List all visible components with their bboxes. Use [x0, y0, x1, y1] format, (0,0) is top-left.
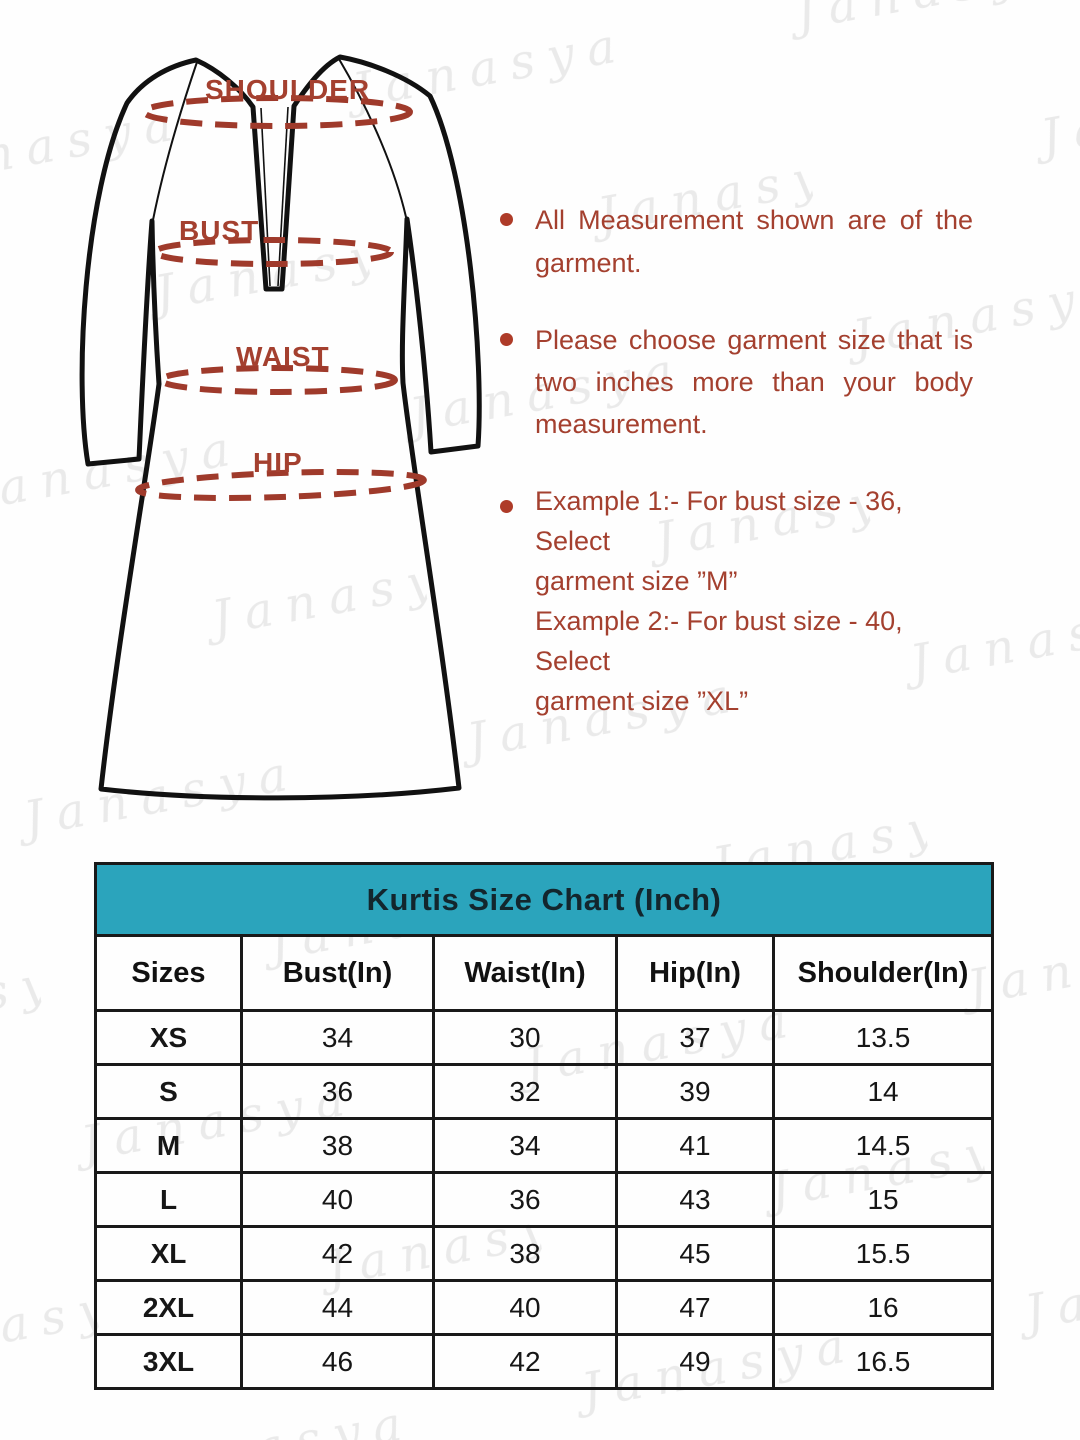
- table-title-row: [96, 864, 993, 936]
- note-line: Please choose garment size that is: [535, 325, 973, 355]
- table-row: [96, 1173, 993, 1227]
- waist-label: WAIST: [236, 341, 330, 372]
- bust-cell: 34: [242, 1011, 434, 1065]
- bust-cell: 44: [242, 1281, 434, 1335]
- bullet-icon: [500, 500, 513, 513]
- bullet-icon: [500, 213, 513, 226]
- bust-label: BUST: [179, 215, 260, 246]
- garment-diagram: [0, 0, 540, 830]
- note-line: Example 2:- For bust size - 40, Select: [535, 606, 903, 676]
- note-line: two inches more than your body: [535, 367, 973, 397]
- waist-cell: 34: [434, 1119, 617, 1173]
- col-header-sizes: Sizes: [96, 936, 242, 1011]
- shoulder-cell: 14.5: [774, 1119, 993, 1173]
- size-cell: XL: [96, 1227, 242, 1281]
- note-line: garment size ”XL”: [535, 686, 749, 716]
- hip-cell: 39: [617, 1065, 774, 1119]
- garment-outline: [82, 57, 479, 798]
- note-line: measurement.: [535, 409, 708, 439]
- note-text: [535, 199, 973, 285]
- waist-cell: 36: [434, 1173, 617, 1227]
- size-cell: S: [96, 1065, 242, 1119]
- table-row: [96, 1011, 993, 1065]
- shoulder-label: SHOULDER: [205, 74, 371, 105]
- size-chart-table: [94, 862, 994, 1390]
- col-header-shoulder: Shoulder(In): [774, 936, 993, 1011]
- bullet-icon: [500, 333, 513, 346]
- waist-cell: 30: [434, 1011, 617, 1065]
- hip-cell: 49: [617, 1335, 774, 1389]
- hip-cell: 47: [617, 1281, 774, 1335]
- shoulder-cell: 16.5: [774, 1335, 993, 1389]
- size-cell: L: [96, 1173, 242, 1227]
- bust-cell: 40: [242, 1173, 434, 1227]
- col-header-waist: Waist(In): [434, 936, 617, 1011]
- bust-cell: 46: [242, 1335, 434, 1389]
- shoulder-cell: 15.5: [774, 1227, 993, 1281]
- note-text: [535, 319, 973, 445]
- note-line: All Measurement shown are of the: [535, 205, 973, 235]
- table-row: [96, 1227, 993, 1281]
- waist-cell: 40: [434, 1281, 617, 1335]
- waist-cell: 42: [434, 1335, 617, 1389]
- waist-cell: 32: [434, 1065, 617, 1119]
- table-title: Kurtis Size Chart (Inch): [96, 864, 993, 936]
- shoulder-cell: 13.5: [774, 1011, 993, 1065]
- hip-cell: 37: [617, 1011, 774, 1065]
- hip-cell: 43: [617, 1173, 774, 1227]
- bust-cell: 38: [242, 1119, 434, 1173]
- size-chart-section: [94, 862, 994, 1390]
- waist-cell: 38: [434, 1227, 617, 1281]
- shoulder-cell: 15: [774, 1173, 993, 1227]
- note-examples: [500, 481, 973, 721]
- col-header-bust: Bust(In): [242, 936, 434, 1011]
- table-row: [96, 1335, 993, 1389]
- bust-cell: 42: [242, 1227, 434, 1281]
- note-line: garment size ”M”: [535, 566, 738, 596]
- size-cell: XS: [96, 1011, 242, 1065]
- bust-cell: 36: [242, 1065, 434, 1119]
- size-cell: M: [96, 1119, 242, 1173]
- col-header-hip: Hip(In): [617, 936, 774, 1011]
- hip-cell: 45: [617, 1227, 774, 1281]
- table-row: [96, 1119, 993, 1173]
- shoulder-cell: 14: [774, 1065, 993, 1119]
- size-cell: 2XL: [96, 1281, 242, 1335]
- hip-cell: 41: [617, 1119, 774, 1173]
- note-text: [535, 481, 973, 721]
- note-choose-size: [500, 319, 973, 445]
- left-shoulder-seam: [153, 62, 197, 220]
- hip-label: HIP: [253, 447, 303, 478]
- shoulder-cell: 16: [774, 1281, 993, 1335]
- note-measurements: [500, 199, 973, 285]
- note-line: garment.: [535, 248, 642, 278]
- table-row: [96, 1065, 993, 1119]
- note-line: Example 1:- For bust size - 36, Select: [535, 486, 903, 556]
- table-header-row: [96, 936, 993, 1011]
- size-cell: 3XL: [96, 1335, 242, 1389]
- table-row: [96, 1281, 993, 1335]
